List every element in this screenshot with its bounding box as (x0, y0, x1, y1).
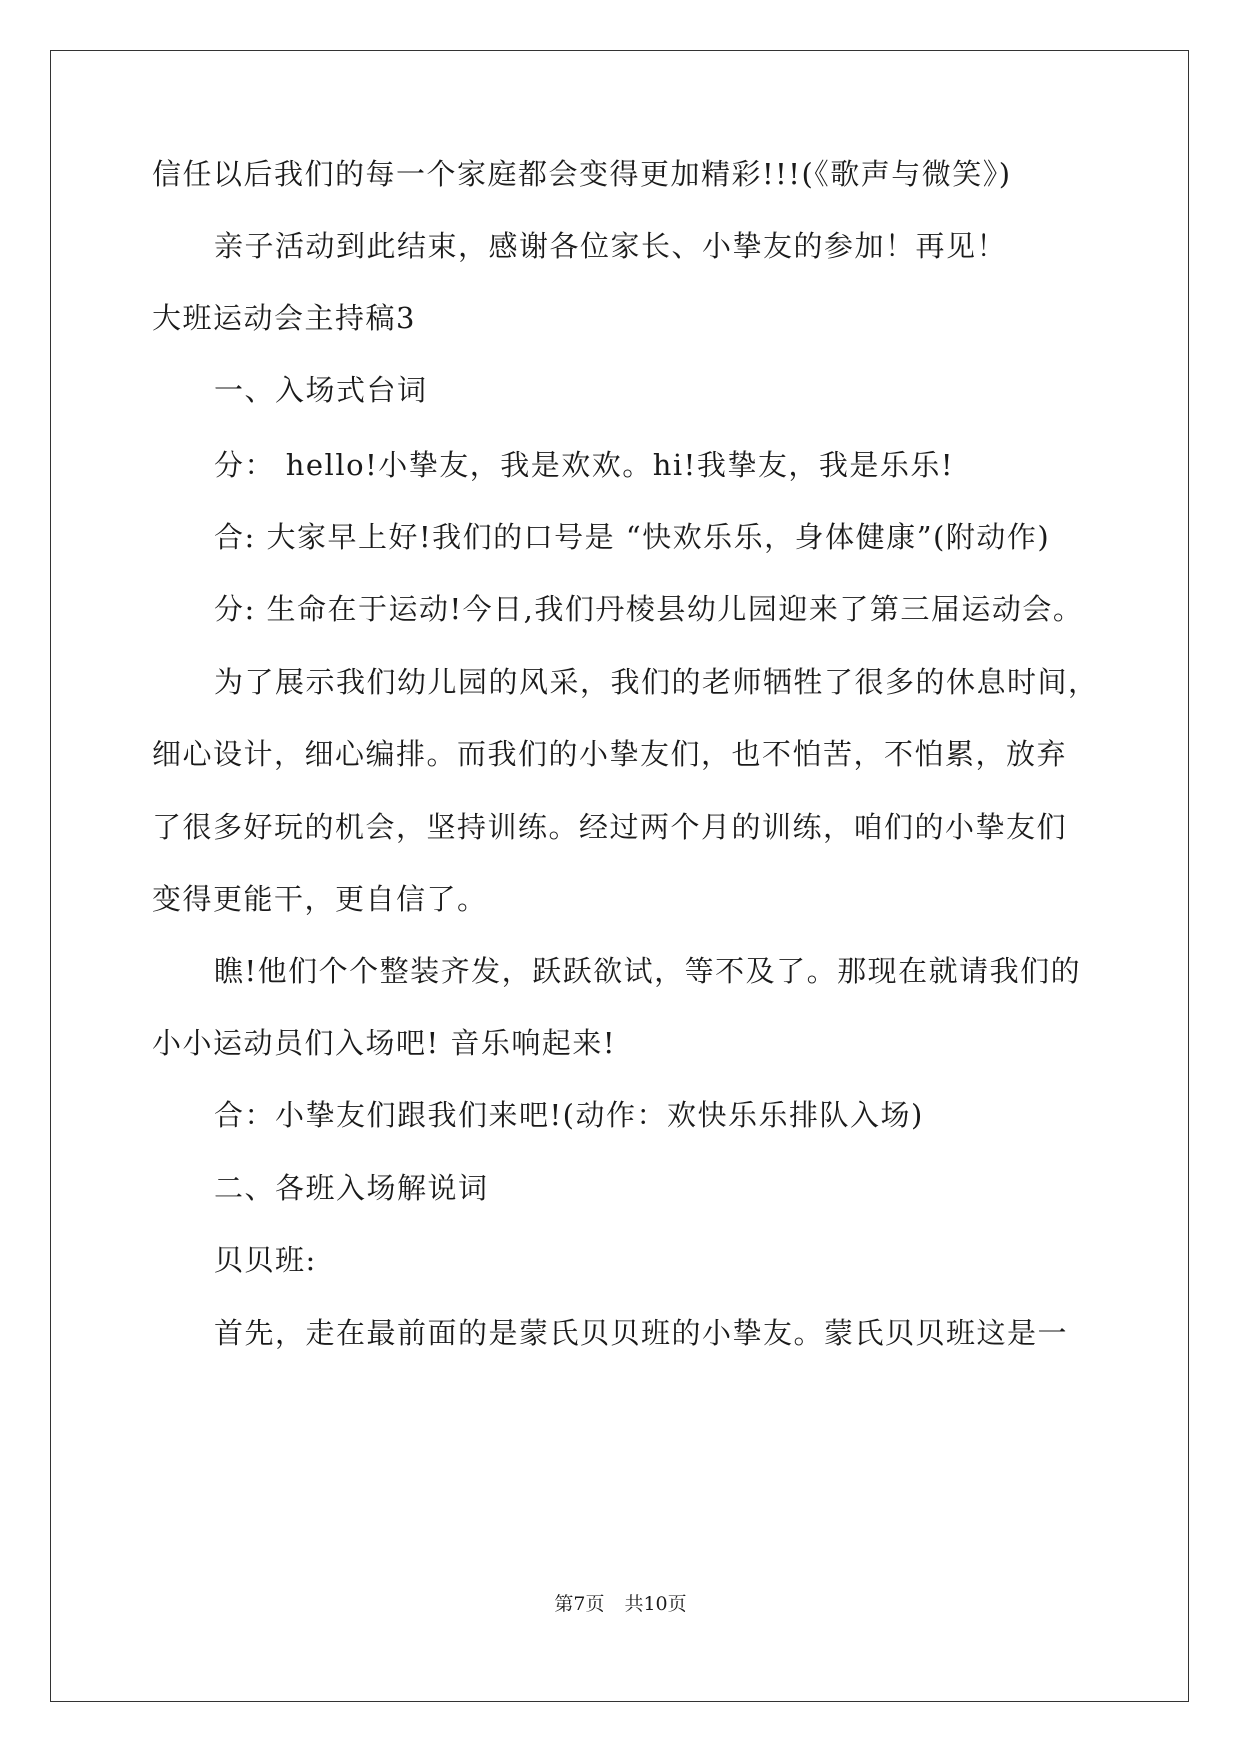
subheading-entrance-lines: 一、入场式台词 (214, 373, 428, 407)
text-line-1: 信任以后我们的每一个家庭都会变得更加精彩!!!(《歌声与微笑》) (152, 157, 1012, 191)
page-number: 第7页 (554, 1593, 605, 1615)
text-line-12: 瞧!他们个个整装齐发，跃跃欲试，等不及了。那现在就请我们的 (214, 954, 1082, 988)
text-line-8: 为了展示我们幼儿园的风采，我们的老师牺牲了很多的休息时间， (214, 665, 1099, 699)
text-line-16: 贝贝班: (214, 1243, 317, 1277)
text-line-11: 变得更能干，更自信了。 (152, 882, 488, 916)
text-line-9: 细心设计，细心编排。而我们的小挚友们，也不怕苦，不怕累，放弃 (152, 737, 1068, 771)
text-line-17: 首先，走在最前面的是蒙氏贝贝班的小挚友。蒙氏贝贝班这是一 (214, 1316, 1069, 1350)
text-line-13: 小小运动员们入场吧! 音乐响起来! (152, 1026, 617, 1060)
text-line-7: 分: 生命在于运动!今日,我们丹棱县幼儿园迎来了第三届运动会。 (214, 592, 1084, 626)
page-footer (0, 1592, 1241, 1616)
section-heading: 大班运动会主持稿3 (152, 301, 416, 335)
text-line-5: 分： hello!小挚友，我是欢欢。hi!我挚友，我是乐乐! (214, 448, 954, 482)
text-line-14: 合：小挚友们跟我们来吧!(动作：欢快乐乐排队入场) (214, 1098, 924, 1132)
page-border (50, 50, 1189, 1702)
subheading-class-entrance: 二、各班入场解说词 (214, 1171, 489, 1205)
text-line-2: 亲子活动到此结束，感谢各位家长、小挚友的参加！再见！ (214, 229, 1008, 263)
page-total: 共10页 (624, 1593, 687, 1615)
text-line-6: 合: 大家早上好!我们的口号是 “快欢乐乐，身体健康”(附动作) (214, 520, 1051, 554)
text-line-10: 了很多好玩的机会，坚持训练。经过两个月的训练，咱们的小挚友们 (152, 810, 1068, 844)
